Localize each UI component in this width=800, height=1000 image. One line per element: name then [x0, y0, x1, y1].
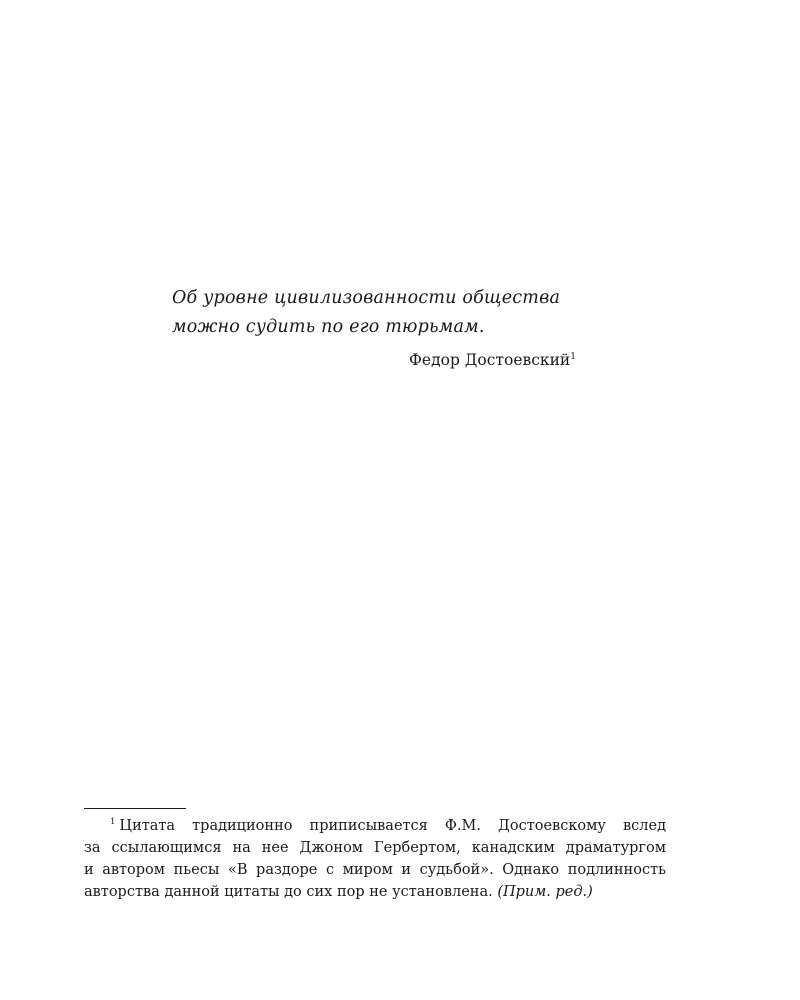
footnote-line: авторства данной цитаты до сих пор не установлена. (Прим. ред.)	[84, 884, 593, 900]
epigraph-author	[172, 348, 582, 372]
footnote-line: за ссылающимся на нее Джоном Гербертом, канадским драматургом	[84, 840, 666, 856]
epigraph	[172, 284, 582, 372]
epigraph-quote	[172, 284, 582, 342]
footnote-line: $^1$ Цитата традиционно приписывается Ф.М. Достоевскому вслед	[110, 817, 666, 834]
epigraph-line: можно судить по его тюрьмам.	[172, 317, 485, 337]
footnote-marker: 1	[110, 817, 116, 828]
footnote-reference[interactable]: 1	[570, 351, 576, 362]
epigraph-line: Об уровне цивилизованности общества	[172, 288, 561, 308]
editor-note: (Прим. ред.)	[497, 884, 593, 900]
footnote-line: и автором пьесы «В раздоре с миром и судьбой». Однако подлинность	[84, 862, 666, 878]
footnote	[84, 815, 666, 903]
author-name: Федор Достоевский	[409, 351, 571, 369]
footnote-divider	[84, 808, 186, 809]
